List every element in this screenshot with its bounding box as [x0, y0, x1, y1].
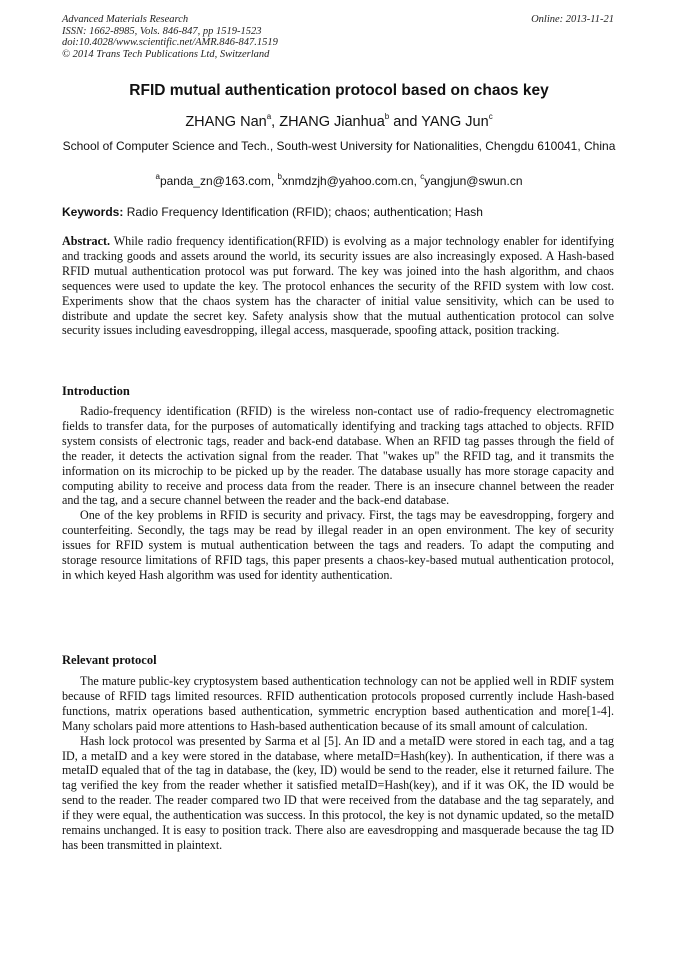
paragraph: Hash lock protocol was presented by Sarma et al [5]. An ID and a metaID were stored in each tag, and a tag ID, a metaID and a key were stored in the database, where metaID=Hash(key). In authentication, if there was a metaID equaled that of the tag in database, the (key, ID) would be send to the reader, else it returned failure. The tag verified the key from the reader whether it satisfied metaID=Hash(key), and if it was OK, the ID would be send to the reader. The reader compared two ID that were received from the database and the tag separately, and if they were equal, the authentication was success. In this protocol, the key is not dynamic updated, so the metaID remains unchanged. It is easy to position track. There also are eavesdropping and masquerade because the tag ID has been transmitted in plaintext. [62, 733, 614, 852]
journal-header [62, 14, 614, 60]
section-relevant-protocol [62, 674, 614, 853]
email-list [40, 174, 638, 188]
email-address: panda_zn@163.com [159, 174, 271, 188]
abstract-text: While radio frequency identification(RFID) is evolving as a major technology enabler for identifying and tracking goods and assets around the world, its security issues are also increasingly exposed. A Hash-based RFID mutual authentication protocol was put forward. The key was joined into the hash algorithm, and chaos sequences were used to update the key. The protocol enhances the security of the RFID system with low cost. Experiments show that the chaos system has the character of initial value sensitivity, which can be used to distribute and update the secret key. Safety analysis show that the mutual authentication protocol can solve security issues including eavesdropping, illegal access, masquerade, spoofing attack, position tracking. [62, 234, 614, 338]
author-name: ZHANG Nan [185, 114, 267, 130]
online-date: Online: 2013-11-21 [531, 14, 614, 25]
journal-name: Advanced Materials Research [62, 14, 189, 25]
author-mark: c [488, 112, 493, 122]
author-separator: and [389, 114, 422, 130]
section-introduction [62, 404, 614, 583]
paragraph: One of the key problems in RFID is security and privacy. First, the tags may be eavesdropping, forgery and counterfeiting. Secondly, the tags may be read by illegal reader in an open environment. The key of security issues for RFID system is mutual authentication between the tags and readers. To adapt the computing and storage resource limitations of RFID tags, this paper presents a chaos-key-based mutual authentication protocol, in which keyed Hash algorithm was used for identity authentication. [62, 508, 614, 582]
keywords [62, 205, 622, 219]
section-heading-relevant-protocol: Relevant protocol [62, 653, 157, 667]
author-name: YANG Jun [421, 114, 489, 130]
email-mark: a [155, 172, 160, 181]
author-mark: a [266, 112, 272, 122]
section-heading-introduction: Introduction [62, 384, 130, 398]
email-mark: c [420, 172, 425, 181]
paper-title: RFID mutual authentication protocol based on chaos key [129, 82, 549, 99]
author-list [40, 113, 638, 131]
keywords-label: Keywords: [62, 205, 124, 219]
journal-copyright: © 2014 Trans Tech Publications Ltd, Switzerland [62, 48, 270, 60]
paragraph: Radio-frequency identification (RFID) is the wireless non-contact use of radio-frequency electromagnetic fields to transfer data, for the purposes of automatically identifying and tracking tags attached to objects. RFID system consists of electronic tags, reader and back-end database. When an RFID tag passes through the field of the reader, it detects the activation signal from the reader. That "wakes up" the RFID tag, and it transmits the information on its microchip to be picked up by the reader. The database usually has more storage capacity and computing ability to receive and process data from the reader. There is an insecure channel between the reader and the tag, and a secure channel between the reader and the back-end database. [62, 404, 614, 508]
author-mark: b [384, 112, 390, 122]
journal-issn: ISSN: 1662-8985, Vols. 846-847, pp 1519-1523 [62, 25, 262, 37]
email-mark: b [277, 172, 282, 181]
abstract-label: Abstract. [62, 234, 111, 248]
email-address: xnmdzjh@yahoo.com.cn [282, 174, 414, 188]
author-name: ZHANG Jianhua [279, 114, 385, 130]
journal-doi: doi:10.4028/www.scientific.net/AMR.846-847.1519 [62, 37, 278, 48]
keywords-text: Radio Frequency Identification (RFID); chaos; authentication; Hash [126, 205, 483, 219]
email-separator: , [413, 174, 421, 188]
email-address: yangjun@swun.cn [424, 174, 523, 188]
email-separator: , [270, 174, 278, 188]
author-separator: , [271, 114, 280, 130]
abstract [62, 234, 614, 338]
affiliation: School of Computer Science and Tech., South-west University for Nationalities, Chengdu 610041, China [62, 139, 616, 153]
paragraph: The mature public-key cryptosystem based authentication technology can not be applied well in RDIF system because of RFID tags limited resources. RFID authentication protocols proposed currently include Hash-based functions, matrix operations based authentication, symmetric encryption based authentication and more[1-4]. Many scholars paid more attentions to Hash-based authentication because of its small amount of calculation. [62, 674, 614, 733]
